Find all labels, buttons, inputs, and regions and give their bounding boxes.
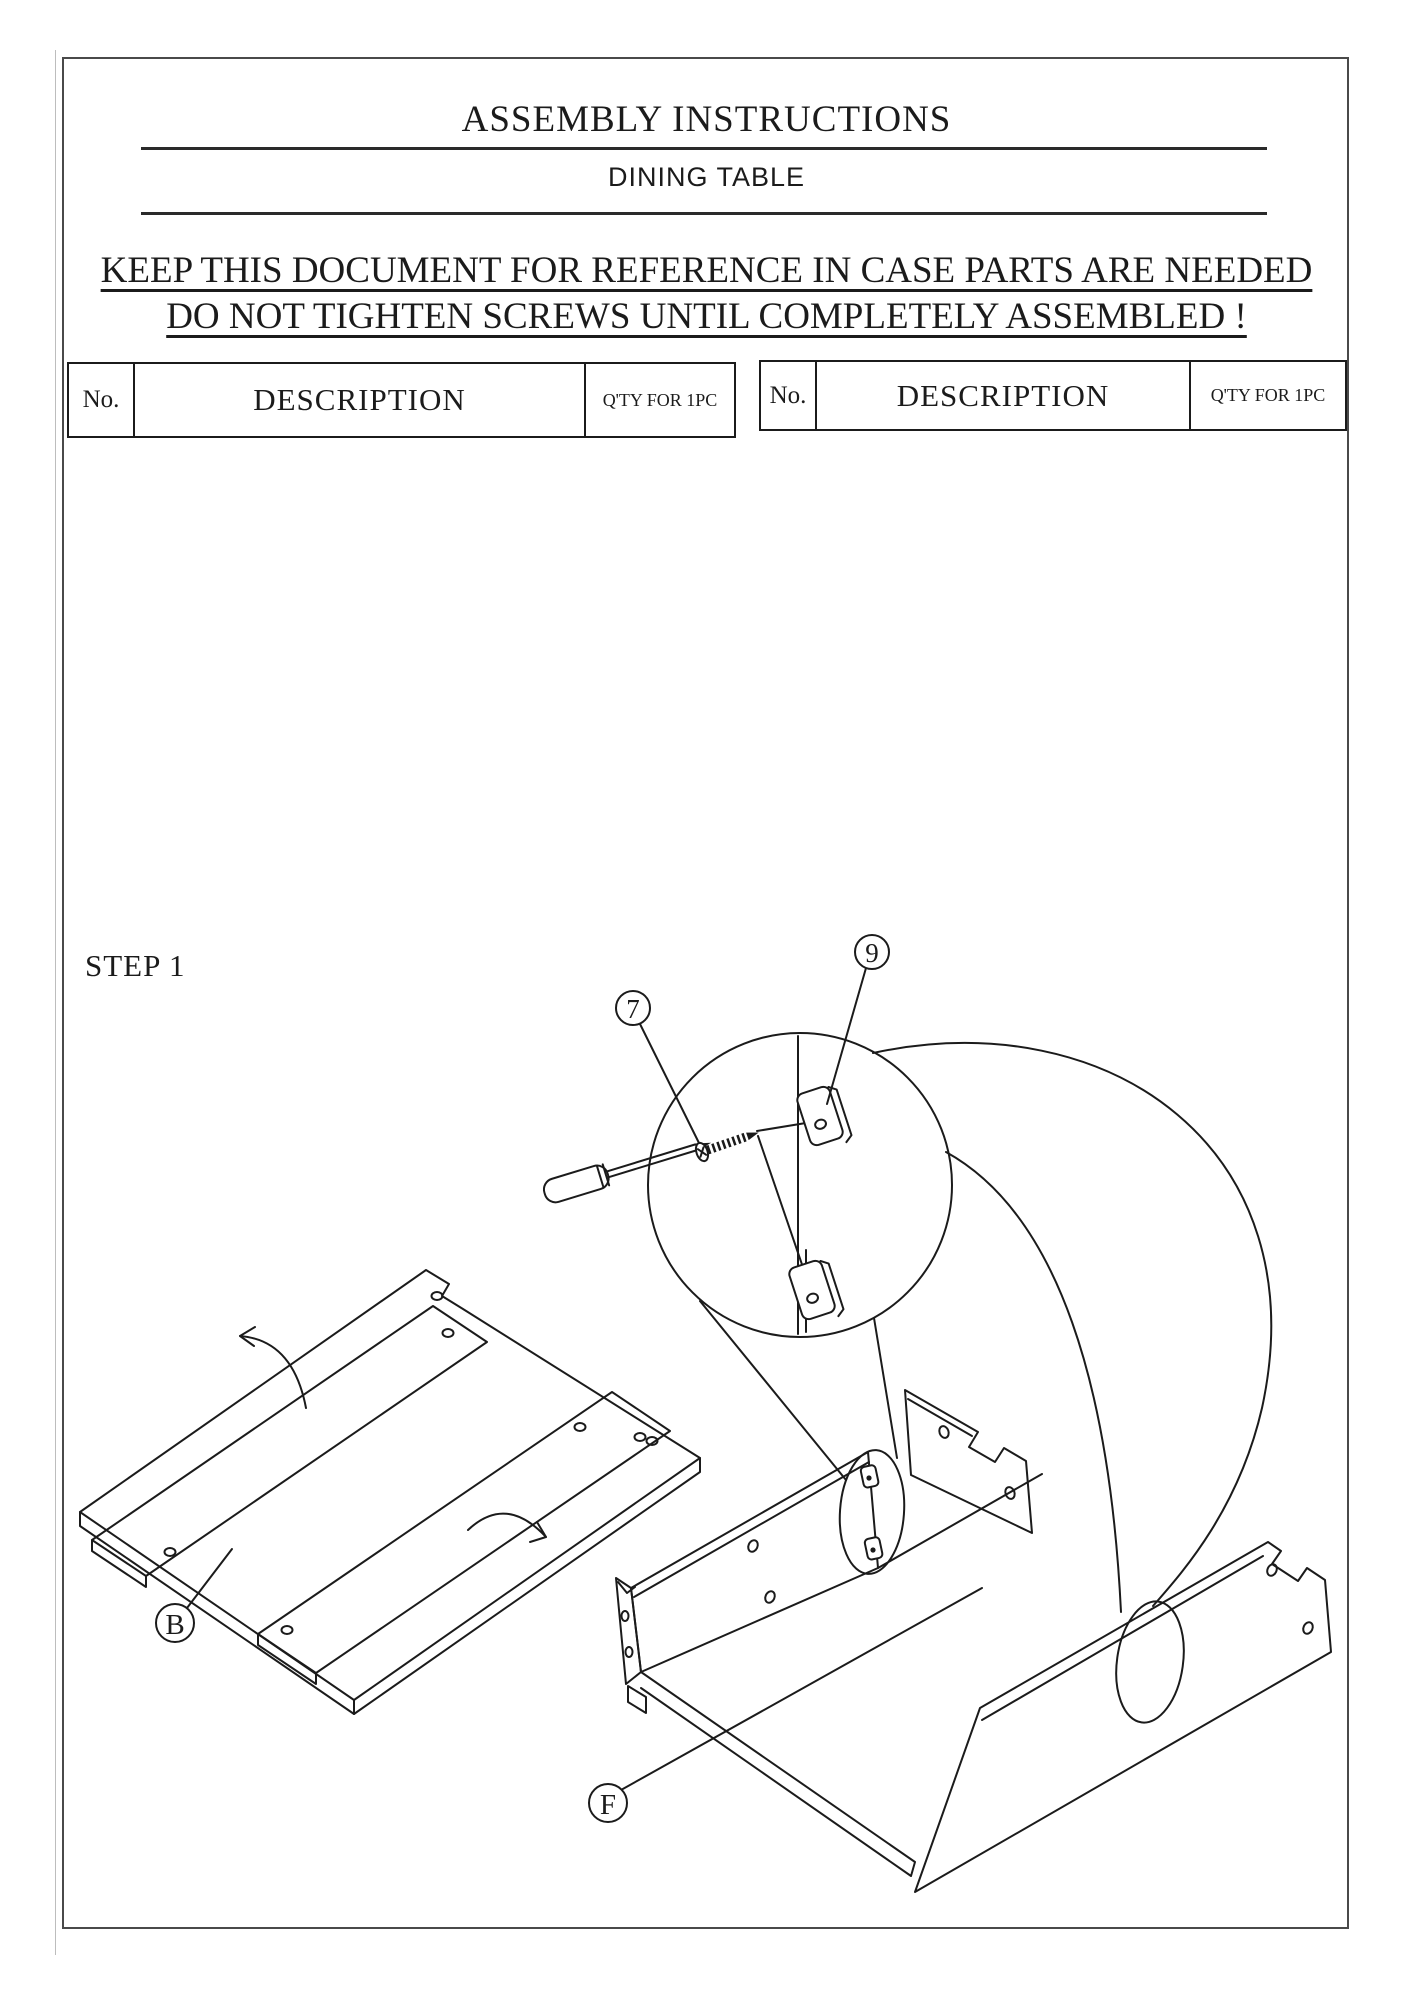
magnifier-tail-lower bbox=[946, 1152, 1121, 1612]
document-subtitle: DINING TABLE bbox=[607, 162, 806, 192]
shelf-support-top bbox=[795, 1083, 853, 1153]
label-B-letter: B bbox=[165, 1609, 185, 1641]
fold-flap-left bbox=[92, 1306, 487, 1576]
label-F bbox=[589, 1588, 982, 1822]
parts-header-no: No. bbox=[68, 363, 134, 437]
warning-line-1: KEEP THIS DOCUMENT FOR REFERENCE IN CASE PARTS ARE NEEDED bbox=[100, 250, 1313, 291]
projection-line-left bbox=[700, 1301, 846, 1480]
hardware-header-qty: Q'TY FOR 1PC bbox=[1190, 361, 1346, 430]
hardware-header-desc: DESCRIPTION bbox=[816, 361, 1190, 430]
callout-9-number: 9 bbox=[865, 938, 879, 968]
shelf-support-bottom bbox=[787, 1257, 845, 1327]
document-title: ASSEMBLY INSTRUCTIONS bbox=[461, 99, 952, 140]
step-label: STEP 1 bbox=[85, 948, 186, 983]
fold-flap-right bbox=[258, 1392, 670, 1673]
magnifier-detail bbox=[541, 1033, 952, 1337]
box-panel-drawing bbox=[80, 1270, 700, 1714]
parts-header-qty: Q'TY FOR 1PC bbox=[585, 363, 735, 437]
shelf-box-drawing bbox=[616, 1390, 1331, 1892]
hardware-header-no: No. bbox=[760, 361, 816, 430]
label-F-letter: F bbox=[599, 1789, 617, 1821]
callout-9 bbox=[827, 935, 889, 1104]
warning-line-2: DO NOT TIGHTEN SCREWS UNTIL COMPLETELY ASSEMBLED ! bbox=[166, 296, 1247, 337]
screwdriver-icon bbox=[541, 1131, 714, 1205]
fold-arrow-right bbox=[468, 1514, 546, 1537]
callout-7-number: 7 bbox=[626, 994, 640, 1024]
bracket-location-right bbox=[1109, 1597, 1191, 1727]
projection-line-right bbox=[874, 1318, 897, 1458]
parts-header-desc: DESCRIPTION bbox=[134, 363, 585, 437]
fold-arrow-left bbox=[240, 1336, 306, 1408]
